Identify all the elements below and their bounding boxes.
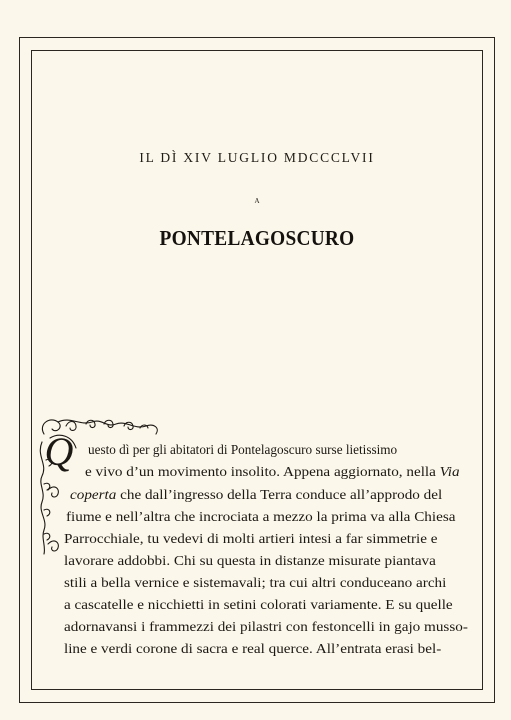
text-line <box>64 619 468 635</box>
heading-connector: A <box>254 197 260 205</box>
text-line <box>64 597 453 613</box>
text-segment: lavorare addobbi. Chi su questa in distanze misurate piantava <box>64 553 436 568</box>
text-segment: fiume e nell’altra che incrociata a mezzo la prima va alla Chiesa <box>66 509 456 524</box>
page-border-inner <box>31 50 483 690</box>
text-segment: adornavansi i frammezzi dei pilastri con festoncelli in gajo musso- <box>64 619 468 634</box>
page-heading: IL DÌ XIV LUGLIO MDCCCLVII <box>139 150 375 165</box>
text-segment: stili a bella vernice e sistemavali; tra cui altri conduceano archi <box>64 575 447 590</box>
text-line <box>64 575 446 591</box>
text-segment: line e verdi corone di sacra e real querce. All’entrata erasi bel- <box>64 641 442 656</box>
text-line <box>64 531 438 547</box>
text-line <box>70 487 442 503</box>
text-line <box>64 641 441 657</box>
text-segment: uesto dì per gli abitatori di Pontelagoscuro surse lietissimo <box>88 442 398 457</box>
text-segment: e vivo d’un movimento insolito. Appena aggiornato, nella <box>85 464 440 479</box>
text-segment: Parrocchiale, tu vedevi di molti artieri intesi a far simmetrie e <box>64 531 438 546</box>
drop-cap: Q <box>44 429 74 474</box>
place-title: PONTELAGOSCURO <box>159 226 355 250</box>
text-segment-italic: coperta <box>70 487 117 502</box>
text-line <box>64 553 436 569</box>
text-segment-italic: Via <box>439 464 460 479</box>
text-line <box>88 442 468 458</box>
text-segment: che dall’ingresso della Terra conduce all’approdo del <box>116 487 443 502</box>
text-segment: a cascatelle e nicchietti in setini colorati variamente. E su quelle <box>64 597 453 612</box>
text-line <box>85 464 460 480</box>
text-line <box>66 509 455 525</box>
